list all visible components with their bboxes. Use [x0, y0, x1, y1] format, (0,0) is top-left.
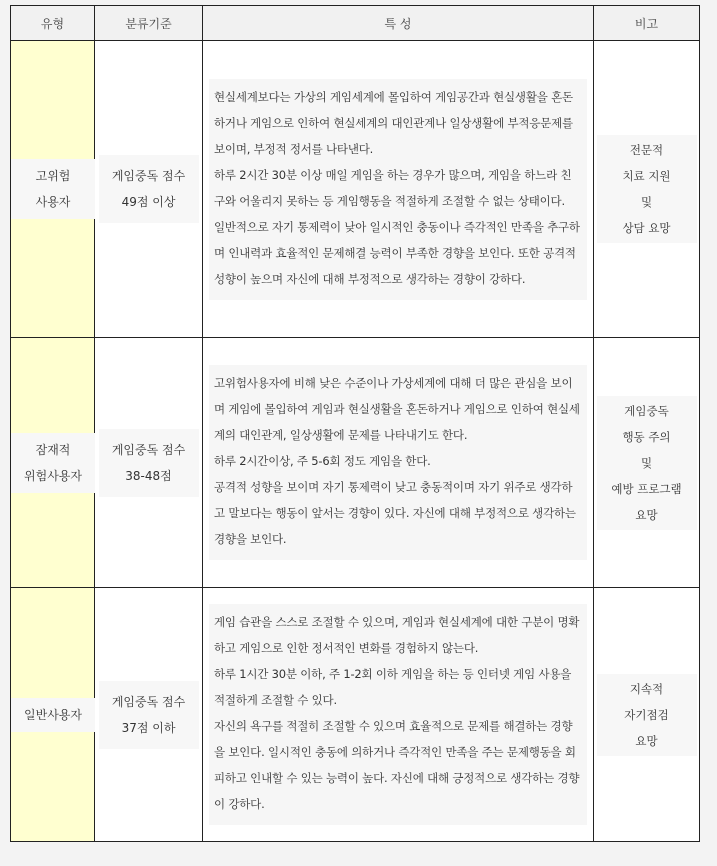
criteria-label: 게임중독 점수 49점 이상 — [99, 155, 199, 223]
trait-paragraph: 하루 2시간이상, 주 5-6회 정도 게임을 한다. — [214, 454, 431, 468]
type-cell — [11, 338, 95, 588]
trait-paragraph: 일반적으로 자기 통제력이 낮아 일시적인 충동이나 즉각적인 만족을 추구하며 인내력과 효율적인 문제해결 능력이 부족한 경향을 보인다. 또한 공격적 성향이 높으며 자신에 대해 부정적으로 생각하는 경향이 강하다. — [214, 219, 580, 286]
note-label: 지속적 자기점검 요망 — [597, 674, 697, 756]
trait-paragraph: 게임 습관을 스스로 조절할 수 있으며, 게임과 현실세계에 대한 구분이 명확하고 게임으로 인한 정서적인 변화를 경험하지 않는다. — [214, 615, 580, 655]
criteria-cell — [95, 588, 203, 842]
header-row — [11, 6, 700, 41]
criteria-label: 게임중독 점수 37점 이하 — [99, 681, 199, 749]
trait-paragraph: 고위험사용자에 비해 낮은 수준이나 가상세계에 대해 더 많은 관심을 보이며 게임에 몰입하여 게임과 현실생활을 혼돈하거나 게임으로 인하여 현실세계의 대인관계, 일상생활에 문제를 나타내기도 한다. — [214, 376, 580, 442]
trait-paragraph: 공격적 성향을 보이며 자기 통제력이 낮고 충동적이며 자기 위주로 생각하고 말보다는 행동이 앞서는 경향이 있다. 자신에 대해 부정적으로 생각하는 경향을 보인다. — [214, 480, 576, 546]
criteria-cell — [95, 338, 203, 588]
traits-cell — [203, 338, 594, 588]
game-addiction-type-table — [10, 5, 700, 842]
note-cell — [594, 338, 700, 588]
type-label: 일반사용자 — [11, 698, 95, 732]
header-criteria: 분류기준 — [95, 6, 203, 41]
trait-paragraph: 현실세계보다는 가상의 게임세계에 몰입하여 게임공간과 현실생활을 혼돈하거나 게임으로 인하여 현실세계의 대인관계나 일상생활에 부적응문제를 보이며, 부정적 정서를 나타낸다. — [214, 89, 573, 156]
criteria-label: 게임중독 점수 38-48점 — [99, 429, 199, 497]
traits-text — [209, 365, 587, 560]
note-cell — [594, 588, 700, 842]
traits-text — [209, 79, 587, 300]
type-label: 고위험 사용자 — [11, 159, 95, 219]
traits-text — [209, 604, 587, 825]
table-row-general-user — [11, 588, 700, 842]
table-row-high-risk — [11, 41, 700, 338]
header-type: 유형 — [11, 6, 95, 41]
table-row-potential-risk — [11, 338, 700, 588]
traits-cell — [203, 41, 594, 338]
trait-paragraph: 자신의 욕구를 적절히 조절할 수 있으며 효율적으로 문제를 해결하는 경향을 보인다. 일시적인 충동에 의하거나 즉각적인 만족을 주는 문제행동을 회피하고 인내할 수 있는 능력이 높다. 자신에 대해 긍정적으로 생각하는 경향이 강하다. — [214, 719, 580, 811]
criteria-cell — [95, 41, 203, 338]
type-cell — [11, 41, 95, 338]
header-note: 비고 — [594, 6, 700, 41]
header-traits: 특 성 — [203, 6, 594, 41]
note-cell — [594, 41, 700, 338]
note-label: 전문적 치료 지원 및 상담 요망 — [597, 135, 697, 243]
traits-cell — [203, 588, 594, 842]
type-cell — [11, 588, 95, 842]
trait-paragraph: 하루 2시간 30분 이상 매일 게임을 하는 경우가 많으며, 게임을 하느라 친구와 어울리지 못하는 등 게임행동을 적절하게 조절할 수 없는 상태이다. — [214, 167, 572, 208]
type-label: 잠재적 위험사용자 — [11, 433, 95, 493]
trait-paragraph: 하루 1시간 30분 이하, 주 1-2회 이하 게임을 하는 등 인터넷 게임 사용을 적절하게 조절할 수 있다. — [214, 667, 572, 707]
note-label: 게임중독 행동 주의 및 예방 프로그램 요망 — [597, 396, 697, 530]
